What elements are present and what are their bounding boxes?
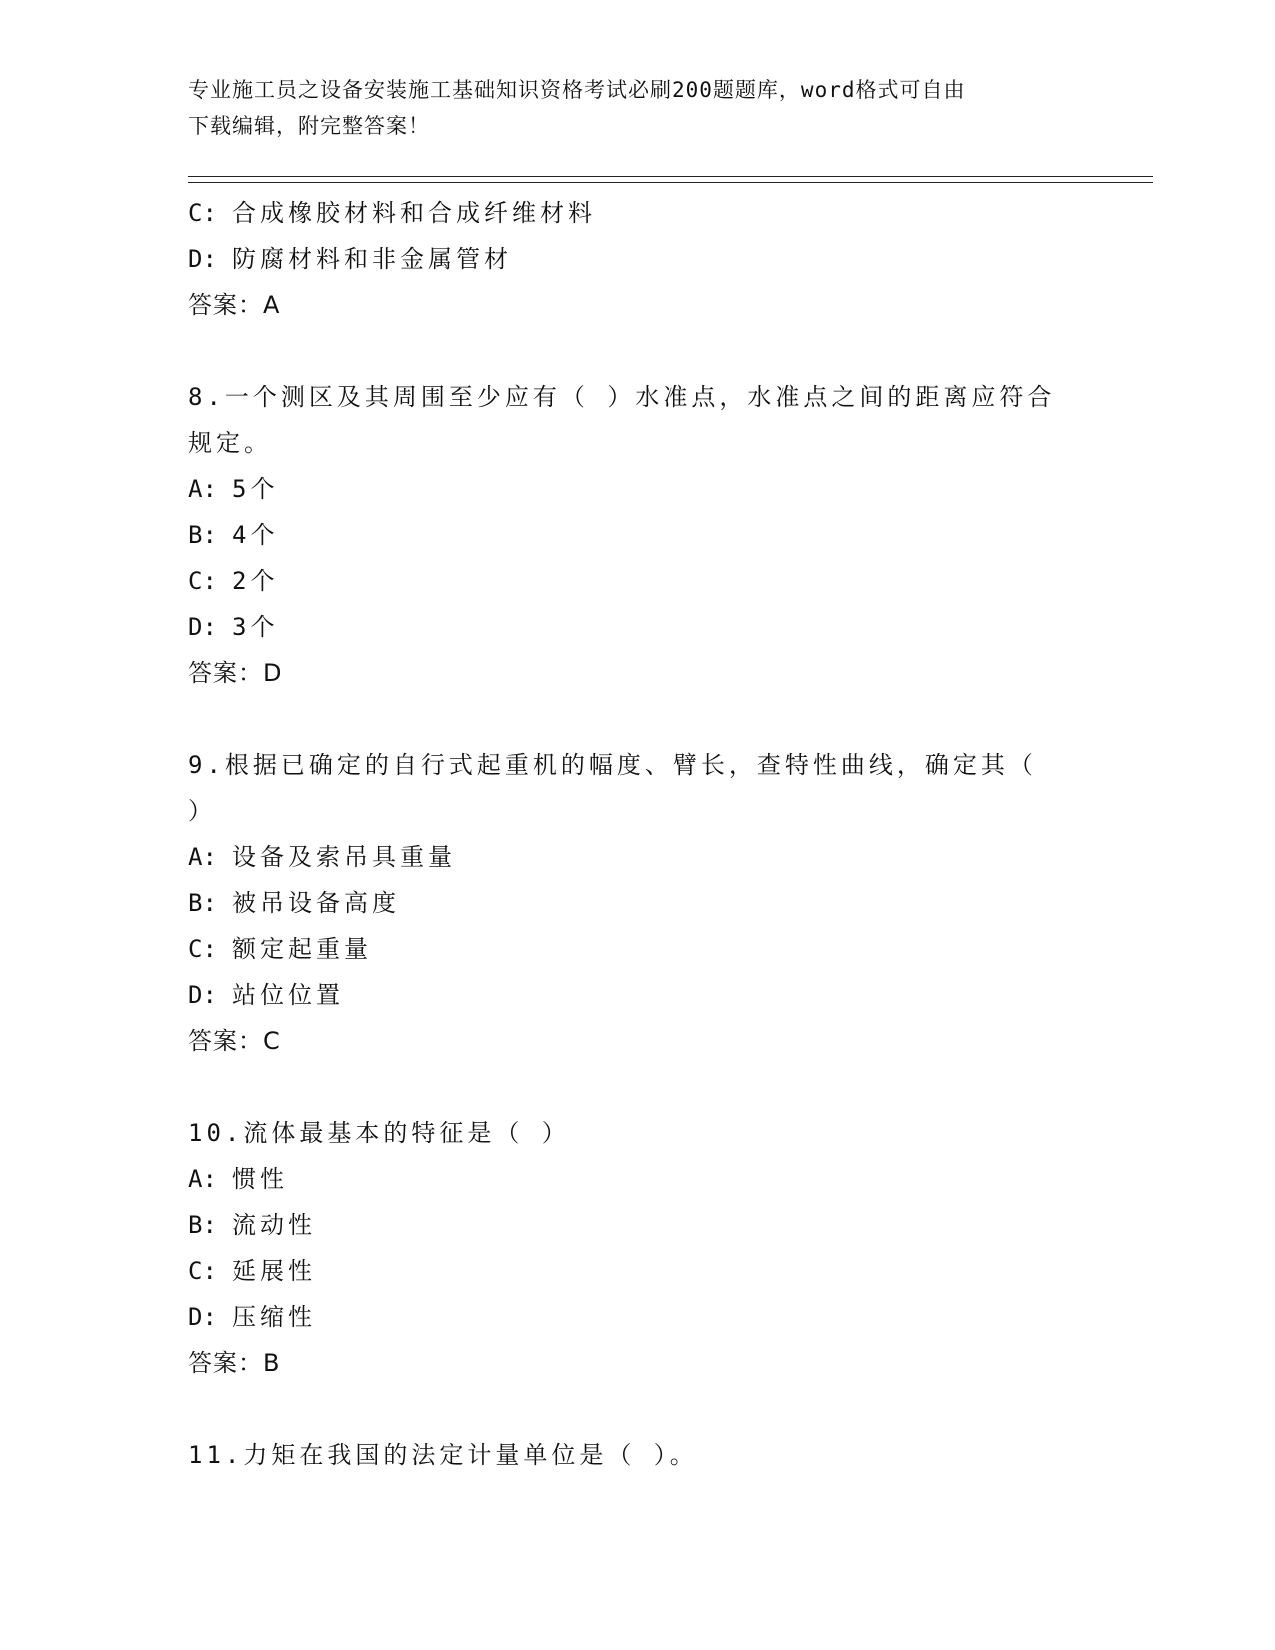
document-body <box>188 190 1088 1478</box>
answer-line: 答案：A <box>188 291 281 319</box>
option-c <box>188 926 1088 972</box>
option-label: C: <box>188 567 217 595</box>
option-text: 惯性 <box>232 1165 288 1193</box>
spacer <box>188 1386 1088 1432</box>
option-d <box>188 1294 1088 1340</box>
spacer <box>188 328 1088 374</box>
option-c <box>188 558 1088 604</box>
option-d <box>188 236 1088 282</box>
answer-line: 答案：D <box>188 659 283 687</box>
option-label: D: <box>188 613 217 641</box>
option-b <box>188 880 1088 926</box>
option-label: D: <box>188 981 217 1009</box>
option-label: B: <box>188 1211 217 1239</box>
header-divider-bottom <box>188 182 1153 183</box>
header-divider-top <box>188 176 1153 177</box>
question-block-11 <box>188 1432 1088 1478</box>
question-text-line: ） <box>188 797 216 825</box>
option-a <box>188 1156 1088 1202</box>
question-block-9 <box>188 742 1088 1064</box>
option-a <box>188 834 1088 880</box>
spacer <box>188 696 1088 742</box>
option-b <box>188 1202 1088 1248</box>
option-text: 站位位置 <box>232 981 344 1009</box>
option-label: C: <box>188 1257 217 1285</box>
option-text: 5个 <box>232 475 279 503</box>
option-text: 3个 <box>232 613 279 641</box>
header-line-1: 专业施工员之设备安装施工基础知识资格考试必刷200题题库，word格式可自由 <box>188 78 966 102</box>
option-label: C: <box>188 199 217 227</box>
option-c <box>188 1248 1088 1294</box>
option-label: D: <box>188 1303 217 1331</box>
spacer <box>188 1064 1088 1110</box>
question-text-line: 10.流体最基本的特征是（ ） <box>188 1119 570 1147</box>
question-block-10 <box>188 1110 1088 1386</box>
question-text-line: 8.一个测区及其周围至少应有（ ）水准点，水准点之间的距离应符合 <box>188 383 1056 411</box>
option-text: 压缩性 <box>232 1303 316 1331</box>
answer-line: 答案：B <box>188 1349 281 1377</box>
question-text-line: 9.根据已确定的自行式起重机的幅度、臂长，查特性曲线，确定其（ <box>188 751 1037 779</box>
option-label: A: <box>188 1165 217 1193</box>
question-text-line: 11.力矩在我国的法定计量单位是（ ）。 <box>188 1441 698 1469</box>
answer-line: 答案：C <box>188 1027 281 1055</box>
option-label: D: <box>188 245 217 273</box>
question-text-line: 规定。 <box>188 429 272 457</box>
option-text: 流动性 <box>232 1211 316 1239</box>
option-text: 2个 <box>232 567 279 595</box>
option-label: C: <box>188 935 217 963</box>
question-block-7 <box>188 190 1088 328</box>
document-header <box>188 72 1068 144</box>
option-d <box>188 604 1088 650</box>
option-text: 被吊设备高度 <box>232 889 400 917</box>
option-label: A: <box>188 475 217 503</box>
option-text: 设备及索吊具重量 <box>232 843 456 871</box>
option-label: B: <box>188 521 217 549</box>
option-d <box>188 972 1088 1018</box>
option-label: A: <box>188 843 217 871</box>
option-text: 合成橡胶材料和合成纤维材料 <box>232 199 596 227</box>
option-a <box>188 466 1088 512</box>
option-c <box>188 190 1088 236</box>
option-label: B: <box>188 889 217 917</box>
option-text: 延展性 <box>232 1257 316 1285</box>
option-text: 防腐材料和非金属管材 <box>232 245 512 273</box>
option-b <box>188 512 1088 558</box>
option-text: 额定起重量 <box>232 935 372 963</box>
option-text: 4个 <box>232 521 279 549</box>
header-line-2: 下载编辑，附完整答案！ <box>188 114 430 138</box>
question-block-8 <box>188 374 1088 696</box>
